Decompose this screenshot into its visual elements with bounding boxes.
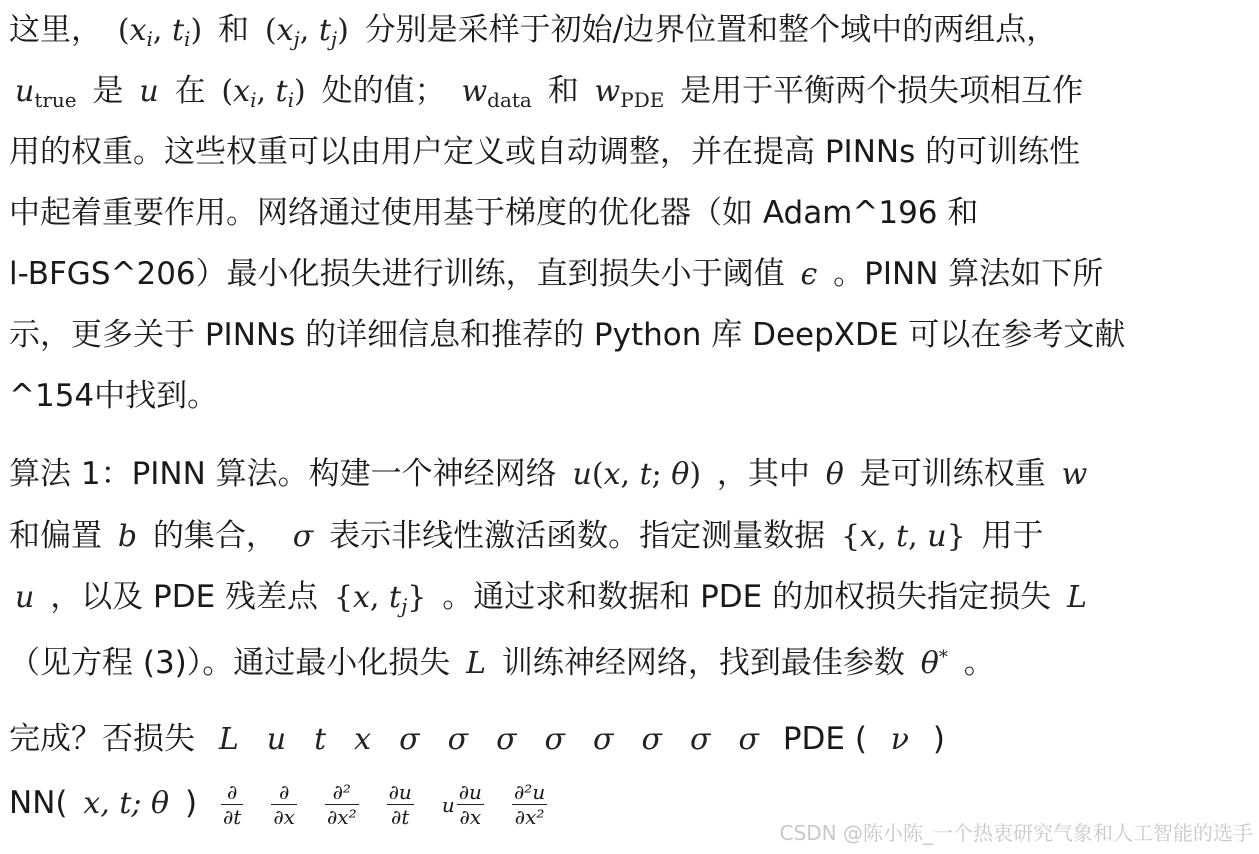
- text-segment: ): [932, 721, 946, 757]
- math-sigma: σ: [292, 519, 314, 554]
- math-symbol: σ: [399, 722, 420, 757]
- math-set-x-tj: {x, $t_j$}: [333, 580, 427, 618]
- text-segment: 示，更多关于 PINNs 的详细信息和推荐的 Python 库 DeepXDE 可以在参考文献: [9, 317, 1126, 353]
- math-symbol: σ: [593, 722, 614, 757]
- para2-line1: [9, 454, 1093, 495]
- math-xj-tj: ($x_j$, $t_j$): [264, 13, 349, 51]
- math-u: u: [139, 74, 159, 109]
- text-segment: 处的值；: [321, 73, 446, 109]
- math-theta-star: θ*: [920, 646, 948, 681]
- math-L: L: [466, 646, 487, 681]
- para2-line4: [9, 638, 995, 684]
- math-u: u: [15, 580, 35, 615]
- fraction-numerator: ∂u: [388, 780, 412, 804]
- math-symbol: t: [314, 722, 327, 757]
- para2-line3: [9, 577, 1093, 626]
- fraction-denominator: ∂t: [391, 805, 410, 829]
- para1-line7: [9, 376, 218, 416]
- para3-line2: [9, 780, 561, 829]
- math-symbol: σ: [641, 722, 662, 757]
- text-segment: 的集合，: [152, 518, 277, 554]
- math-u-true: $u_{true}$: [15, 74, 77, 112]
- para1-line4: [9, 193, 978, 233]
- math-symbol: u: [266, 722, 287, 757]
- fraction-numerator: ∂²u: [513, 780, 546, 804]
- text-segment: 是: [92, 73, 124, 109]
- math-u-of-x-t-theta: u(x, t; θ): [572, 457, 702, 492]
- symbol-sequence: [205, 721, 773, 757]
- text-segment: 分别是采样于初始/边界位置和整个域中的两组点，: [364, 12, 1058, 48]
- para2-line2: [9, 516, 1044, 557]
- text-segment: 用于: [981, 518, 1044, 554]
- math-w-data: $w_{data}$: [461, 74, 532, 112]
- text-segment: 和: [218, 12, 250, 48]
- text-segment: 中起着重要作用。网络通过使用基于梯度的优化器（如 Adam^196 和: [9, 195, 979, 231]
- text-segment: 和: [547, 73, 579, 109]
- math-set-x-t-u: {x, t, u}: [841, 519, 966, 554]
- text-segment: 完成？否损失: [9, 721, 195, 757]
- text-segment: 是可训练权重: [859, 456, 1046, 492]
- math-epsilon: ϵ: [800, 257, 818, 292]
- text-segment: ): [184, 785, 198, 821]
- derivative-fraction: [271, 780, 297, 829]
- math-symbol: σ: [447, 722, 469, 757]
- text-segment: 。通过求和数据和 PDE 的加权损失指定损失: [442, 579, 1052, 615]
- para1-line1: [9, 10, 1057, 59]
- text-segment: 。: [963, 645, 995, 681]
- math-theta: θ: [825, 457, 844, 492]
- math-symbol: σ: [496, 722, 517, 757]
- fraction-numerator: ∂²: [325, 780, 359, 805]
- math-b: b: [117, 519, 138, 554]
- derivative-fraction: [457, 780, 484, 829]
- fraction-denominator: ∂x²: [514, 805, 545, 829]
- text-segment: 用的权重。这些权重可以由用户定义或自动调整，并在提高 PINNs 的可训练性: [9, 134, 1081, 170]
- text-segment: ^154中找到。: [9, 378, 219, 414]
- text-segment: ，以及 PDE 残差点: [50, 579, 319, 615]
- math-symbol: σ: [738, 722, 759, 757]
- derivative-fraction: [325, 780, 359, 829]
- text-segment: PDE (: [782, 721, 867, 757]
- text-segment: 这里，: [9, 12, 102, 48]
- math-x-t-theta: x, t; θ: [83, 786, 170, 821]
- para1-line2: [9, 71, 1083, 120]
- derivative-fraction: [387, 780, 414, 829]
- fraction-denominator: ∂x²: [326, 805, 357, 829]
- math-symbol: σ: [544, 722, 566, 757]
- math-w: w: [1061, 457, 1088, 492]
- fraction-denominator: ∂t: [222, 805, 242, 829]
- text-segment: 。PINN 算法如下所: [833, 256, 1104, 292]
- math-xi-ti: ($x_i$, $t_i$): [221, 74, 306, 112]
- fraction-numerator: ∂u: [458, 780, 482, 804]
- math-symbol: σ: [690, 722, 711, 757]
- text-segment: 在: [174, 73, 206, 109]
- derivative-fractions: [207, 780, 561, 829]
- text-segment: 训练神经网络，找到最佳参数: [501, 645, 905, 681]
- math-nu: ν: [890, 722, 910, 757]
- text-segment: 是用于平衡两个损失项相互作: [680, 73, 1084, 109]
- text-segment: ，其中: [716, 456, 810, 492]
- csdn-watermark: CSDN @陈小陈_一个热衷研究气象和人工智能的选手: [779, 821, 1253, 845]
- fraction-denominator: ∂x: [273, 805, 295, 829]
- derivative-fraction: [221, 780, 243, 829]
- math-symbol: x: [354, 722, 372, 757]
- derivative-fraction: [512, 780, 547, 829]
- text-segment: NN(: [9, 785, 68, 821]
- para3-line1: [9, 719, 945, 760]
- para1-line5: [9, 254, 1103, 295]
- para1-line3: [9, 132, 1080, 172]
- text-segment: 表示非线性激活函数。指定测量数据: [329, 518, 826, 554]
- text-segment: 算法 1：PINN 算法。构建一个神经网络: [9, 456, 557, 492]
- text-segment: 和偏置: [9, 518, 102, 554]
- text-segment: （见方程 (3)）。通过最小化损失: [9, 645, 451, 681]
- para1-line6: [9, 315, 1125, 355]
- math-symbol: L: [218, 722, 239, 757]
- math-xi-ti: ($x_i$, $t_i$): [117, 13, 203, 51]
- math-w-pde: $w_{PDE}$: [594, 74, 665, 112]
- math-prefix: u: [441, 792, 455, 817]
- fraction-denominator: ∂x: [459, 805, 482, 829]
- fraction-numerator: ∂: [221, 780, 243, 805]
- text-segment: l-BFGS^206）最小化损失进行训练，直到损失小于阈值: [9, 256, 785, 292]
- math-L: L: [1066, 580, 1087, 615]
- fraction-numerator: ∂: [271, 780, 297, 805]
